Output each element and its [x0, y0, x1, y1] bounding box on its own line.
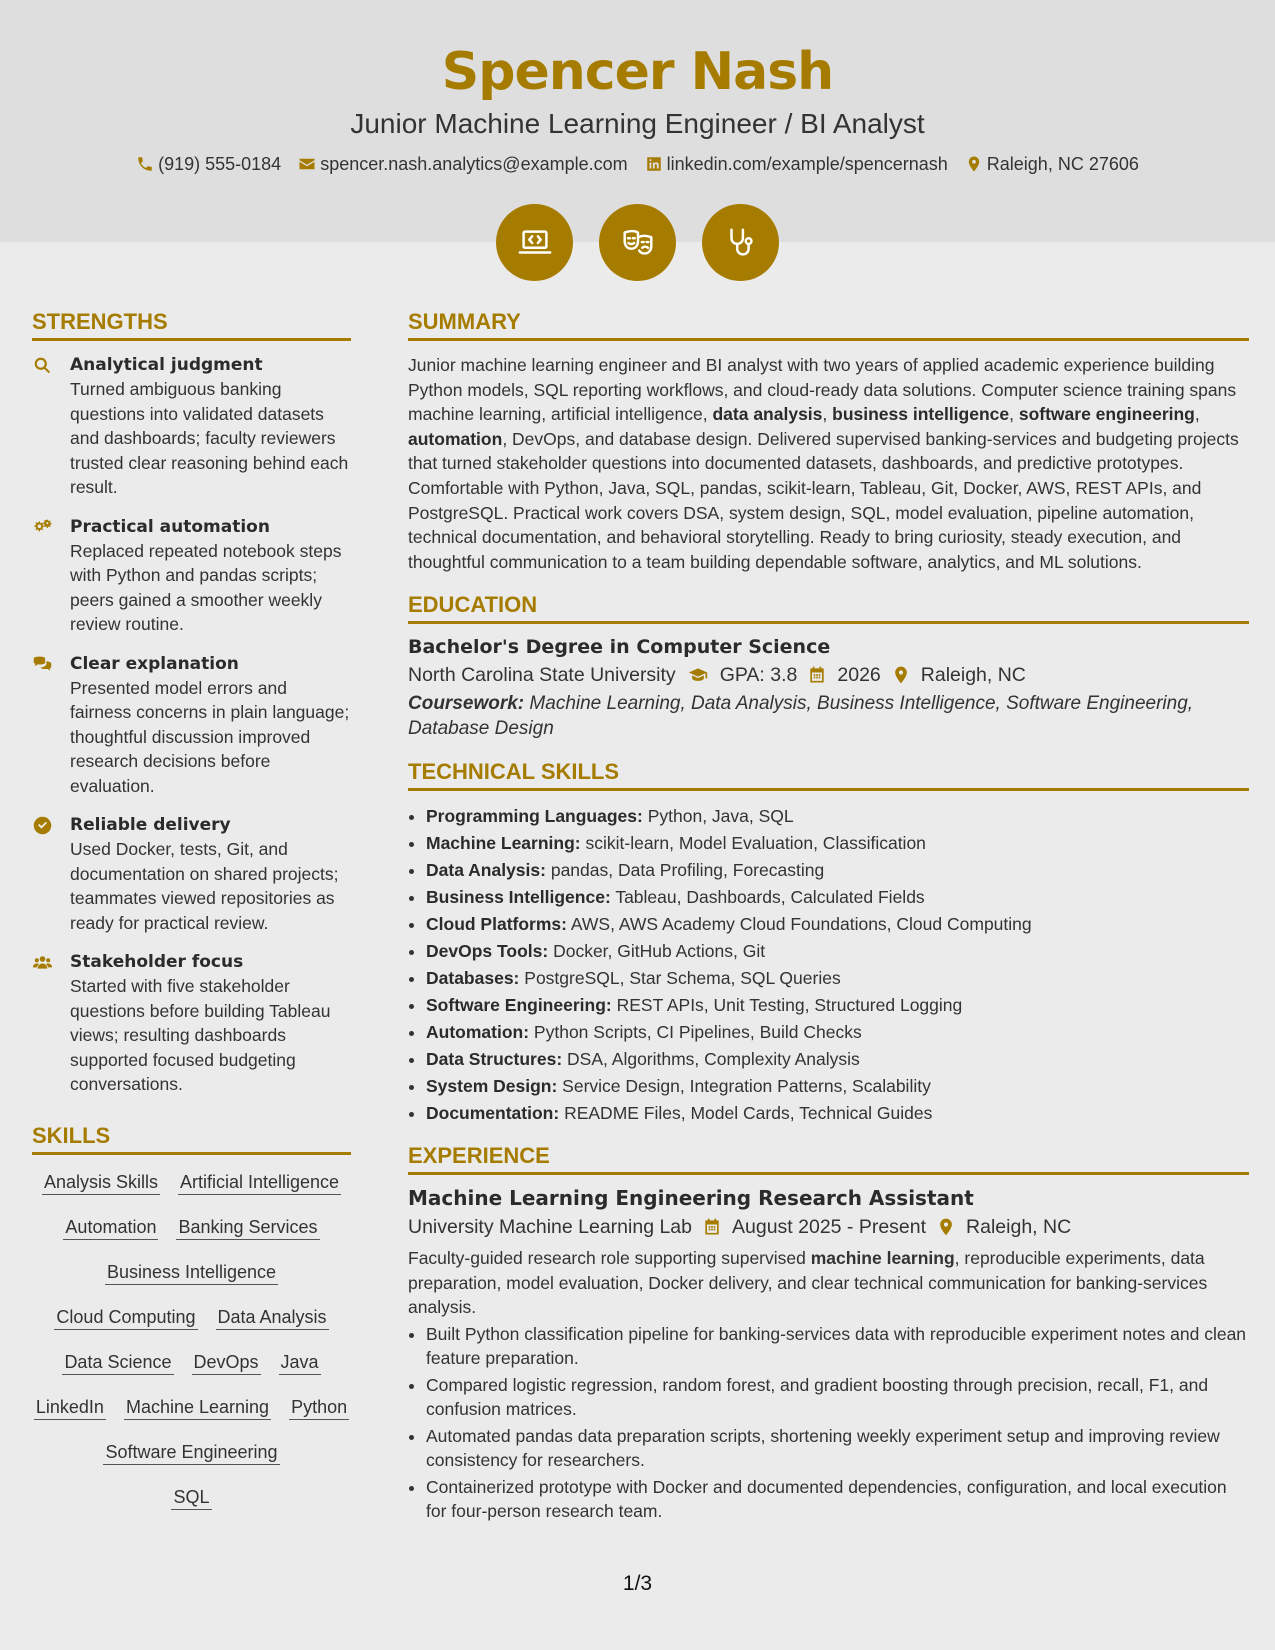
- linkedin-link[interactable]: linkedin.com/example/spencernash: [666, 154, 948, 174]
- list-item: • Containerized prototype with Docker and documented dependencies, configuration, and local execution for four-person research team.: [426, 1475, 1249, 1524]
- page-number: 1/3: [622, 1572, 653, 1595]
- contact-bar: [0, 153, 1275, 175]
- gears-icon: [32, 517, 53, 538]
- stethoscope-badge: [702, 204, 779, 281]
- list-item: • Software Engineering: REST APIs, Unit Testing, Structured Logging: [426, 992, 1249, 1019]
- strength-description: Replaced repeated notebook steps with Python and pandas scripts; peers gained a smoother weekly review routine.: [70, 540, 342, 634]
- skill-tag: Cloud Computing: [54, 1306, 197, 1330]
- list-item: • Built Python classification pipeline for banking-services data with reproducible experiment notes and clean feature preparation.: [426, 1322, 1249, 1371]
- list-item: • DevOps Tools: Docker, GitHub Actions, Git: [426, 938, 1249, 965]
- summary-text: Junior machine learning engineer and BI analyst with two years of applied academic experience building Python models, SQL reporting workflows, and cloud-ready data solutions. Computer science training spans machine learning, artificial intelligence, data analysis, business intelligence, software engineering, automation, DevOps, and database design. Delivered supervised banking-services and budgeting projects that turned stakeholder questions into documented datasets, dashboards, and predictive prototypes. Comfortable with Python, Java, SQL, pandas, scikit-learn, Tableau, Git, Docker, AWS, REST APIs, and PostgreSQL. Practical work covers DSA, system design, SQL, model evaluation, pipeline automation, technical documentation, and behavioral storytelling. Ready to bring curiosity, steady execution, and thoughtful communication to a team building dependable software, analytics, and ML solutions.: [408, 355, 1239, 572]
- contact-email[interactable]: [298, 153, 627, 175]
- calendar-icon: [702, 1217, 722, 1237]
- contact-location: [965, 153, 1139, 175]
- job-bullets: [408, 1322, 1249, 1524]
- list-item: • Data Structures: DSA, Algorithms, Complexity Analysis: [426, 1046, 1249, 1073]
- education-location: Raleigh, NC: [920, 664, 1026, 687]
- list-item: • Business Intelligence: Tableau, Dashboards, Calculated Fields: [426, 884, 1249, 911]
- location-text: Raleigh, NC 27606: [986, 154, 1139, 174]
- laptop-code-icon: [516, 224, 554, 262]
- right-column: [408, 309, 1249, 1524]
- degree-title: Bachelor's Degree in Computer Science: [408, 636, 831, 659]
- list-item: • Compared logistic regression, random forest, and gradient boosting through precision, recall, F1, and confusion matrices.: [426, 1373, 1249, 1422]
- comments-icon: [32, 654, 53, 675]
- map-pin-icon: [936, 1217, 956, 1237]
- job-title: Machine Learning Engineering Research Assistant: [408, 1186, 974, 1211]
- strength-item: [32, 652, 351, 799]
- strength-description: Started with five stakeholder questions before building Tableau views; resulting dashboards supported focused budgeting conversations.: [70, 976, 331, 1094]
- strength-item: [32, 353, 351, 500]
- contact-phone: [136, 153, 281, 175]
- left-column: [32, 309, 351, 1510]
- skill-tag: LinkedIn: [34, 1396, 106, 1420]
- school-name: North Carolina State University: [408, 664, 676, 687]
- strength-title: Analytical judgment: [70, 355, 263, 375]
- job-description: Faculty-guided research role supporting supervised machine learning, reproducible experiments, data preparation, model evaluation, Docker delivery, and clear technical communication for banking-services analysis.: [408, 1248, 1208, 1318]
- skill-tag: Software Engineering: [103, 1441, 279, 1465]
- phone-text: (919) 555-0184: [158, 154, 282, 174]
- skill-tag: Machine Learning: [124, 1396, 271, 1420]
- skill-tag: DevOps: [192, 1351, 261, 1375]
- skill-tag: SQL: [171, 1486, 211, 1510]
- linkedin-icon: [645, 155, 663, 173]
- skills-heading: SKILLS: [32, 1123, 351, 1155]
- strength-item: [32, 515, 351, 637]
- education-heading: EDUCATION: [408, 592, 1249, 624]
- skill-tag: Business Intelligence: [105, 1261, 278, 1285]
- list-item: • Cloud Platforms: AWS, AWS Academy Cloud Foundations, Cloud Computing: [426, 911, 1249, 938]
- strength-item: [32, 813, 351, 935]
- candidate-title: Junior Machine Learning Engineer / BI Analyst: [350, 108, 925, 139]
- skill-tag: Data Analysis: [216, 1306, 329, 1330]
- summary-heading: SUMMARY: [408, 309, 1249, 341]
- skill-tag: Automation: [63, 1216, 158, 1240]
- list-item: • System Design: Service Design, Integration Patterns, Scalability: [426, 1073, 1249, 1100]
- list-item: • Data Analysis: pandas, Data Profiling, Forecasting: [426, 857, 1249, 884]
- interest-badges: [0, 204, 1275, 281]
- strength-title: Reliable delivery: [70, 815, 231, 835]
- list-item: • Automation: Python Scripts, CI Pipelines, Build Checks: [426, 1019, 1249, 1046]
- candidate-name: Spencer Nash: [441, 42, 834, 102]
- list-item: • Programming Languages: Python, Java, SQL: [426, 803, 1249, 830]
- calendar-icon: [807, 665, 827, 685]
- technical-skills-heading: TECHNICAL SKILLS: [408, 759, 1249, 791]
- job-dates: August 2025 - Present: [732, 1216, 927, 1239]
- list-item: • Automated pandas data preparation scripts, shortening weekly experiment setup and improving review consistency for researchers.: [426, 1424, 1249, 1473]
- list-item: • Databases: PostgreSQL, Star Schema, SQL Queries: [426, 965, 1249, 992]
- map-pin-icon: [891, 665, 911, 685]
- job-meta: [408, 1212, 1249, 1242]
- strength-title: Practical automation: [70, 516, 270, 537]
- strengths-heading: STRENGTHS: [32, 309, 351, 341]
- skill-tag: Banking Services: [176, 1216, 319, 1240]
- list-item: • Documentation: README Files, Model Cards, Technical Guides: [426, 1100, 1249, 1127]
- envelope-icon: [298, 155, 316, 173]
- strength-description: Presented model errors and fairness concerns in plain language; thoughtful discussion improved research decisions before evaluation.: [70, 677, 350, 796]
- gpa-text: GPA: 3.8: [719, 664, 798, 687]
- technical-skills-list: [408, 803, 1249, 1127]
- strength-title: Stakeholder focus: [70, 952, 244, 972]
- skill-tag: Artificial Intelligence: [178, 1171, 341, 1195]
- map-pin-icon: [965, 155, 983, 173]
- contact-linkedin[interactable]: [645, 153, 948, 175]
- theater-masks-icon: [619, 224, 657, 262]
- strength-description: Turned ambiguous banking questions into validated datasets and dashboards; faculty reviewers trusted clear reasoning behind each result.: [70, 379, 349, 497]
- strength-title: Clear explanation: [70, 653, 239, 674]
- skill-tag: Data Science: [62, 1351, 173, 1375]
- coursework: Coursework: Machine Learning, Data Analysis, Business Intelligence, Software Engineering, Database Design: [408, 693, 1194, 739]
- laptop-code-badge: [496, 204, 573, 281]
- strength-description: Used Docker, tests, Git, and documentation on shared projects; teammates viewed repositories as ready for practical review.: [70, 839, 339, 933]
- check-circle-icon: [32, 815, 53, 836]
- stethoscope-icon: [722, 224, 760, 262]
- phone-icon: [136, 155, 154, 173]
- skill-tag: Analysis Skills: [42, 1171, 160, 1195]
- theater-masks-badge: [599, 204, 676, 281]
- skill-tag: Java: [279, 1351, 321, 1375]
- employer-name: University Machine Learning Lab: [408, 1216, 692, 1239]
- list-item: • Machine Learning: scikit-learn, Model Evaluation, Classification: [426, 830, 1249, 857]
- skill-tag: Python: [289, 1396, 349, 1420]
- education-meta: [408, 660, 1249, 690]
- search-icon: [32, 355, 53, 376]
- experience-heading: EXPERIENCE: [408, 1143, 1249, 1175]
- job-location: Raleigh, NC: [966, 1216, 1072, 1239]
- skills-list: [32, 1167, 351, 1510]
- strength-item: [32, 950, 351, 1097]
- graduation-cap-icon: [686, 665, 710, 685]
- graduation-year: 2026: [837, 664, 881, 687]
- email-link[interactable]: spencer.nash.analytics@example.com: [320, 154, 628, 174]
- users-icon: [32, 952, 53, 973]
